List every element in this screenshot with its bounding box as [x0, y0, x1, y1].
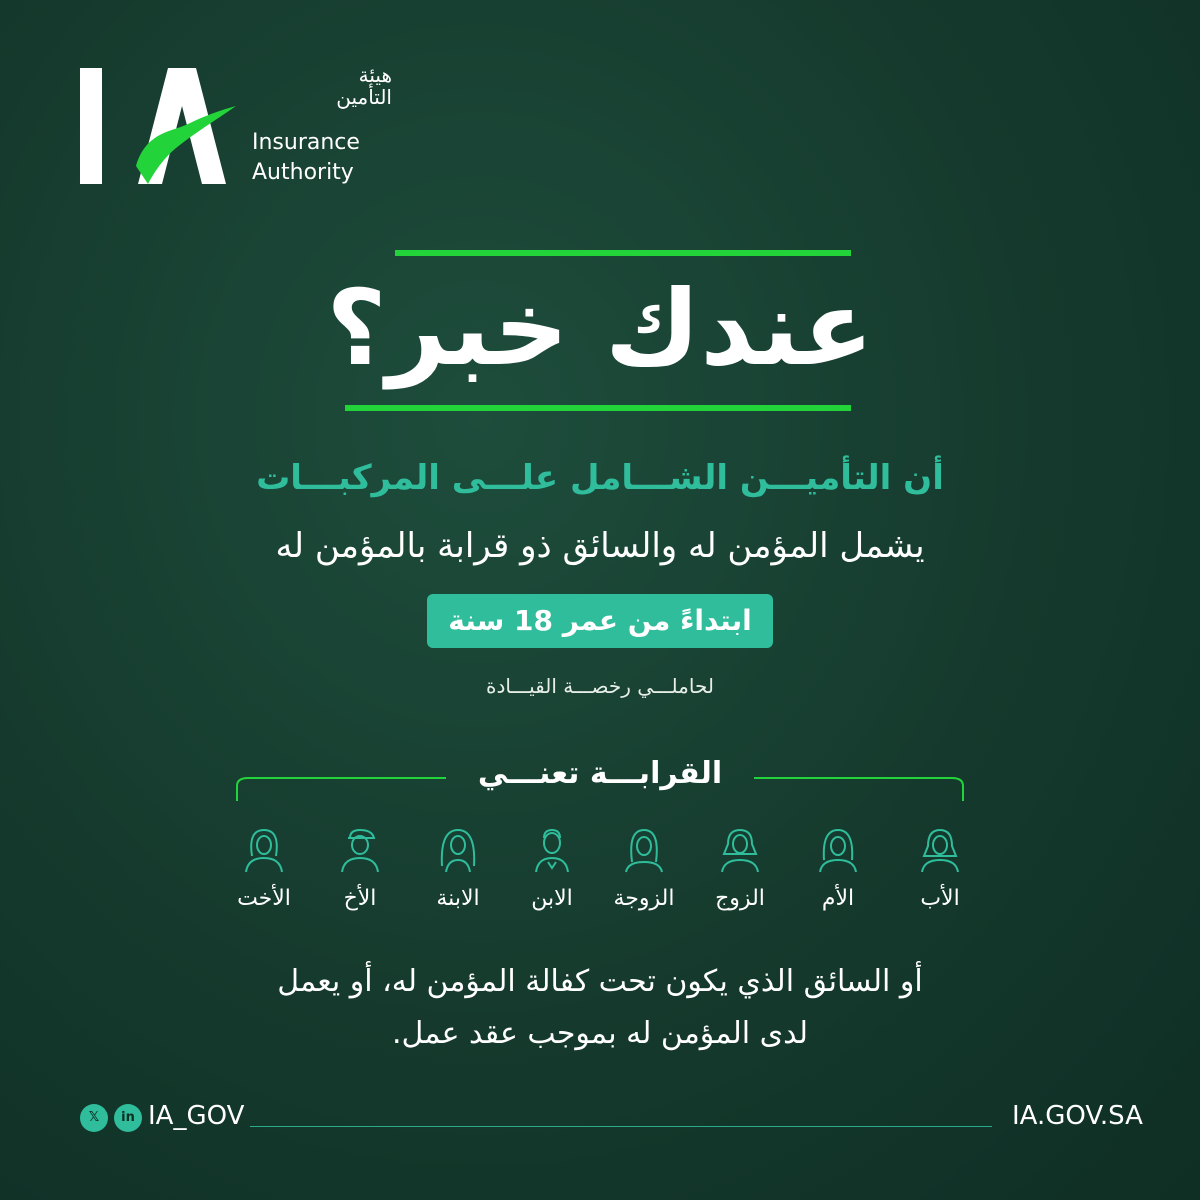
linkedin-social-icon[interactable]: in	[114, 1104, 142, 1132]
footnote	[150, 956, 1050, 1060]
brother-icon	[338, 826, 382, 874]
member-husband-label: الزوج	[715, 886, 765, 911]
subheading-line-1: أن التأميـــن الشـــامل علـــى المركبـــات	[256, 458, 944, 498]
member-mother-label: الأم	[821, 886, 855, 911]
social-handle[interactable]: IA_GOV	[148, 1101, 245, 1131]
license-note: لحاملـــي رخصـــة القيـــادة	[486, 674, 714, 698]
member-brother-label: الأخ	[343, 886, 377, 911]
logo	[76, 62, 396, 192]
member-daughter-label: الابنة	[436, 886, 480, 911]
mother-icon	[816, 826, 860, 874]
member-daughter	[410, 826, 506, 911]
member-mother	[790, 826, 886, 911]
member-father	[892, 826, 988, 911]
logo-en-line1: Insurance	[252, 130, 360, 155]
member-wife	[596, 826, 692, 911]
ia-logo-mark-icon	[76, 62, 236, 188]
headline-top-accent-bar	[395, 250, 851, 256]
daughter-icon	[436, 826, 480, 874]
member-husband	[692, 826, 788, 911]
headline: عندك خبر؟	[326, 267, 874, 389]
father-icon	[918, 826, 962, 874]
age-pill-text: ابتداءً من عمر 18 سنة	[448, 604, 752, 637]
member-brother	[312, 826, 408, 911]
logo-english-name	[252, 128, 360, 188]
member-father-label: الأب	[920, 886, 960, 911]
headline-bottom-accent-bar	[345, 405, 851, 411]
member-sister-label: الأخت	[237, 886, 291, 911]
kinship-title: القرابـــة تعنـــي	[477, 756, 723, 791]
logo-arabic-name	[252, 64, 392, 108]
logo-en-line2: Authority	[252, 160, 354, 185]
x-social-icon[interactable]: 𝕏	[80, 1104, 108, 1132]
member-son-label: الابن	[531, 886, 573, 911]
member-sister	[216, 826, 312, 911]
subheading-line-2: يشمل المؤمن له والسائق ذو قرابة بالمؤمن له	[275, 526, 925, 566]
husband-icon	[718, 826, 762, 874]
logo-ar-line2: التأمين	[336, 85, 392, 109]
member-wife-label: الزوجة	[613, 886, 675, 911]
son-icon	[530, 826, 574, 874]
member-son	[504, 826, 600, 911]
footnote-line-2: لدى المؤمن له بموجب عقد عمل.	[391, 1016, 808, 1051]
footer-divider	[250, 1126, 992, 1127]
footnote-line-1: أو السائق الذي يكون تحت كفالة المؤمن له، أو يعمل	[277, 964, 923, 999]
website-link[interactable]: IA.GOV.SA	[1012, 1101, 1143, 1131]
wife-icon	[622, 826, 666, 874]
sister-icon	[242, 826, 286, 874]
logo-ar-line1: هيئة	[358, 63, 392, 87]
